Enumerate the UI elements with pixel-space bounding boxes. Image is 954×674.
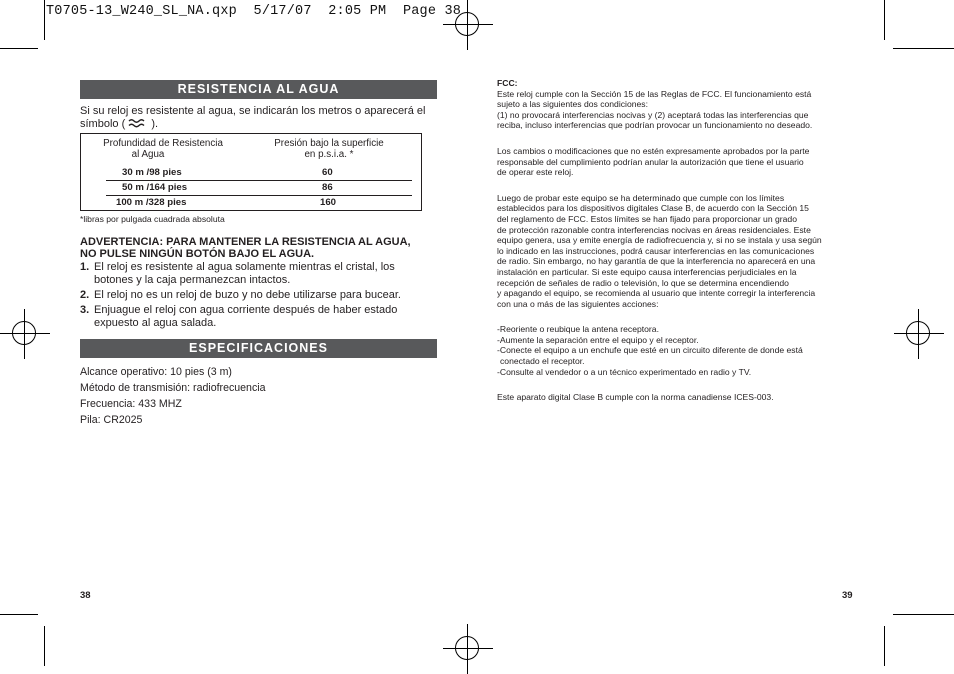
fcc-line: sujeto a las siguientes dos condiciones: bbox=[497, 99, 648, 110]
list-item bbox=[80, 289, 425, 302]
fcc-paragraph-1 bbox=[497, 89, 857, 131]
crop-mark-top-right-v bbox=[884, 0, 885, 40]
fcc-line: equipo genera, usa y emite energía de radiofrecuencia y, si no se instala y usa según bbox=[497, 235, 822, 246]
fcc-line: conectado el receptor. bbox=[500, 356, 585, 367]
fcc-line: Este aparato digital Clase B cumple con la norma canadiense ICES-003. bbox=[497, 392, 774, 403]
list-item-line-1: Enjuague el reloj con agua corriente después de haber estado bbox=[94, 304, 398, 316]
water-waves-icon bbox=[128, 118, 148, 128]
table-header-depth-line-2: al Agua bbox=[131, 149, 165, 160]
intro-line-2 bbox=[80, 118, 440, 131]
fcc-line: lo indicado en las instrucciones, podrá causar interferencias en las comunicaciones bbox=[497, 245, 815, 256]
intro-line-1: Si su reloj es resistente al agua, se indicarán los metros o aparecerá el bbox=[80, 105, 426, 117]
registration-mark-top bbox=[443, 0, 493, 50]
list-item-number: 3. bbox=[80, 304, 90, 316]
crop-mark-bottom-left-h bbox=[0, 614, 38, 615]
warning-line-1: ADVERTENCIA: PARA MANTENER LA RESISTENCIA AL AGUA, bbox=[80, 236, 411, 248]
crop-mark-top-left-v bbox=[44, 0, 45, 40]
table-row bbox=[106, 165, 412, 181]
list-item bbox=[80, 261, 425, 287]
table-row bbox=[106, 195, 412, 210]
spec-transmission: Método de transmisión: radiofrecuencia bbox=[80, 382, 266, 394]
table-cell-depth: 30 m /98 pies bbox=[122, 167, 182, 178]
fcc-line: -Aumente la separación entre el equipo y el receptor. bbox=[497, 334, 699, 345]
crop-mark-bottom-right-h bbox=[893, 614, 954, 615]
registration-mark-right bbox=[894, 309, 944, 359]
fcc-line: -Reoriente o reubique la antena receptora. bbox=[497, 324, 659, 335]
fcc-line: reciba, incluso interferencias que podrían provocar un funcionamiento no deseado. bbox=[497, 120, 813, 131]
section-title-water-resistance: RESISTENCIA AL AGUA bbox=[80, 80, 437, 99]
registration-mark-bottom bbox=[443, 624, 493, 674]
fcc-paragraph-5 bbox=[497, 392, 857, 403]
fcc-line: recepción de señales de radio o televisión, lo que se determina encendiendo bbox=[497, 277, 789, 288]
list-item-line-1: El reloj es resistente al agua solamente mientras el cristal, los bbox=[94, 261, 395, 273]
fcc-line: -Conecte el equipo a un enchufe que esté en un circuito diferente de donde está bbox=[497, 345, 803, 356]
fcc-line: Este reloj cumple con la Sección 15 de las Reglas de FCC. El funcionamiento está bbox=[497, 88, 812, 99]
fcc-line: del reglamento de FCC. Estos límites se han fijado para proporcionar un grado bbox=[497, 213, 797, 224]
list-item-line-1: El reloj no es un reloj de buzo y no debe utilizarse para bucear. bbox=[94, 289, 401, 301]
table-cell-pressure: 86 bbox=[322, 182, 333, 193]
fcc-paragraph-2 bbox=[497, 146, 857, 178]
page-number-left: 38 bbox=[80, 590, 91, 601]
list-item-number: 1. bbox=[80, 261, 90, 273]
fcc-line: con una o más de las siguientes acciones: bbox=[497, 298, 659, 309]
spec-battery: Pila: CR2025 bbox=[80, 414, 143, 426]
fcc-line: responsable del cumplimiento podrían anular la autorización que tiene el usuario bbox=[497, 156, 804, 167]
spec-frequency: Frecuencia: 433 MHZ bbox=[80, 398, 182, 410]
table-cell-depth: 100 m /328 pies bbox=[116, 197, 187, 208]
fcc-line: Luego de probar este equipo se ha determinado que cumple con los límites bbox=[497, 192, 785, 203]
fcc-line: (1) no provocará interferencias nocivas y (2) aceptará todas las interferencias que bbox=[497, 109, 809, 120]
table-header-depth bbox=[90, 138, 236, 160]
warning-text bbox=[80, 236, 440, 260]
table-header-pressure bbox=[256, 138, 402, 160]
registration-mark-left bbox=[0, 309, 50, 359]
fcc-paragraph-3 bbox=[497, 193, 857, 310]
table-header-pressure-line-1: Presión bajo la superficie bbox=[274, 138, 384, 149]
page-number-right: 39 bbox=[842, 590, 853, 601]
intro-text bbox=[80, 105, 440, 131]
fcc-line: establecidos para los dispositivos digitales Clase B, de acuerdo con la Sección 15 bbox=[497, 203, 809, 214]
crop-mark-top-left-h bbox=[0, 48, 38, 49]
table-header-depth-line-1: Profundidad de Resistencia bbox=[103, 138, 223, 149]
table-cell-depth: 50 m /164 pies bbox=[122, 182, 188, 193]
care-instructions-list bbox=[80, 261, 425, 332]
fcc-line: Los cambios o modificaciones que no estén expresamente aprobados por la parte bbox=[497, 145, 810, 156]
fcc-heading: FCC: bbox=[497, 78, 518, 88]
intro-symbol-suffix: ). bbox=[151, 118, 159, 130]
list-item bbox=[80, 304, 425, 330]
fcc-line: instalación en particular. Si este equipo causa interferencias perjudiciales en la bbox=[497, 266, 797, 277]
table-cell-pressure: 60 bbox=[322, 167, 333, 178]
fcc-line: de protección razonable contra interferencias nocivas en áreas residenciales. Este bbox=[497, 224, 811, 235]
spec-range: Alcance operativo: 10 pies (3 m) bbox=[80, 366, 232, 378]
list-item-line-2: expuesto al agua salada. bbox=[94, 317, 217, 329]
crop-mark-bottom-right-v bbox=[884, 626, 885, 666]
intro-symbol-prefix: símbolo ( bbox=[80, 118, 126, 130]
fcc-line: y apagando el equipo, se recomienda al usuario que intente corregir la interferencia bbox=[497, 288, 816, 299]
table-cell-pressure: 160 bbox=[320, 197, 337, 208]
fcc-line: de operar este reloj. bbox=[497, 167, 574, 178]
table-footnote: *libras por pulgada cuadrada absoluta bbox=[80, 214, 225, 224]
list-item-number: 2. bbox=[80, 289, 90, 301]
warning-line-2: NO PULSE NINGÚN BOTÓN BAJO EL AGUA. bbox=[80, 248, 315, 260]
section-title-specifications: ESPECIFICACIONES bbox=[80, 339, 437, 358]
fcc-line: -Consulte al vendedor o a un técnico experimentado en radio y TV. bbox=[497, 366, 752, 377]
print-slug: T0705-13_W240_SL_NA.qxp 5/17/07 2:05 PM Page 38 bbox=[46, 4, 462, 19]
list-item-line-2: botones y la caja permanezcan intactos. bbox=[94, 274, 291, 286]
table-header-pressure-line-2: en p.s.i.a. * bbox=[304, 149, 354, 160]
crop-mark-top-right-h bbox=[893, 48, 954, 49]
crop-mark-bottom-left-v bbox=[44, 626, 45, 666]
fcc-line: de radio. Sin embargo, no hay garantía de que la interferencia no aparecerá en una bbox=[497, 256, 816, 267]
fcc-paragraph-4 bbox=[497, 324, 857, 377]
fcc-statement bbox=[497, 78, 857, 403]
table-row bbox=[106, 180, 412, 196]
